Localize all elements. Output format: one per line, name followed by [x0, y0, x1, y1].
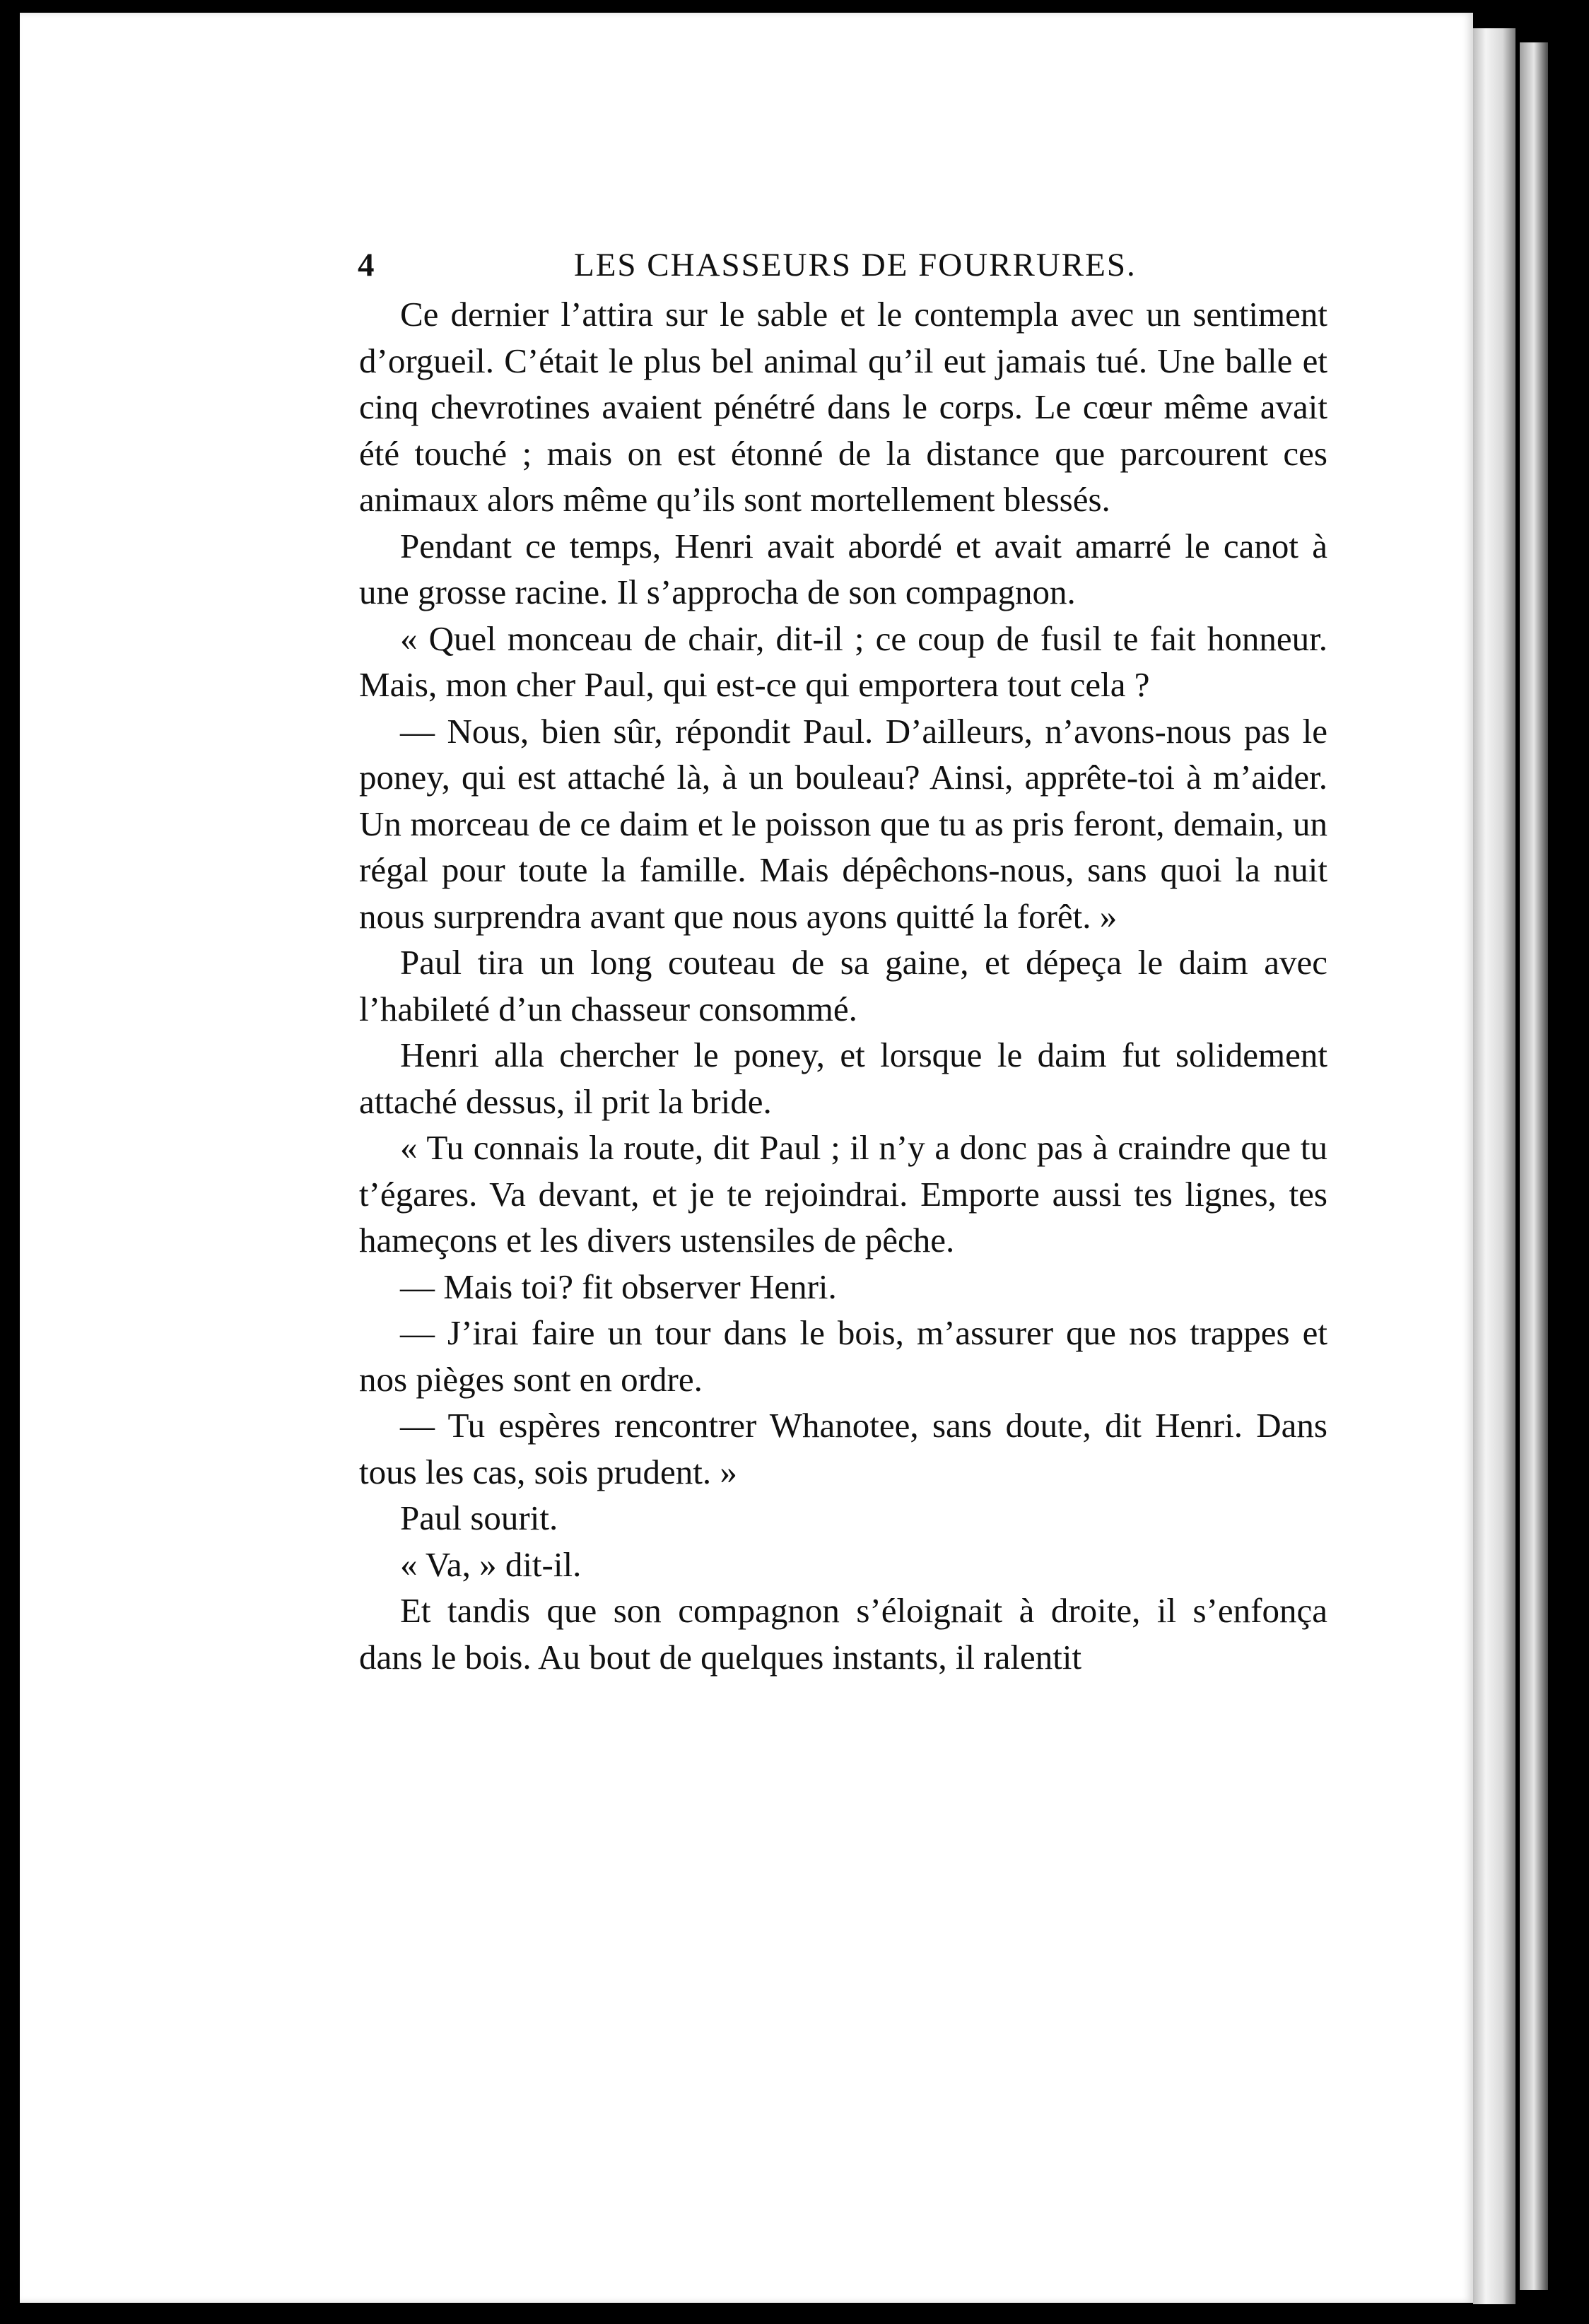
paragraph: Pendant ce temps, Henri avait abordé et avait amarré le canot à une grosse racine. Il s’approcha de son compagnon. — [359, 526, 1327, 611]
paragraph: Et tandis que son compagnon s’éloignait à droite, il s’enfonça dans le bois. Au bout de quelques instants, il ralentit — [359, 1591, 1327, 1677]
paragraph: Paul tira un long couteau de sa gaine, et dépeça le daim avec l’habileté d’un chasseur consommé. — [359, 943, 1327, 1028]
page-edge-shadow-outer — [1520, 42, 1548, 2290]
paragraph: — Tu espères rencontrer Whanotee, sans doute, dit Henri. Dans tous les cas, sois prudent. » — [359, 1406, 1327, 1491]
paragraph: — J’irai faire un tour dans le bois, m’assurer que nos trappes et nos pièges sont en ordre. — [359, 1313, 1327, 1399]
running-head — [358, 246, 1376, 295]
paragraph: « Quel monceau de chair, dit-il ; ce coup de fusil te fait honneur. Mais, mon cher Paul, qui est-ce qui emportera tout cela ? — [359, 618, 1327, 704]
paragraph: « Tu connais la route, dit Paul ; il n’y a donc pas à craindre que tu t’égares. Va devant, et je te rejoindrai. Emporte aussi tes lignes, tes hameçons et les divers ustensiles de pêche. — [359, 1128, 1327, 1260]
running-title: LES CHASSEURS DE FOURRURES. — [574, 247, 1137, 283]
paragraph: Henri alla chercher le poney, et lorsque le daim fut solidement attaché dessus, il prit la bride. — [359, 1035, 1327, 1121]
body-text — [359, 291, 1327, 1680]
page-edge-shadow — [1473, 28, 1515, 2304]
paragraph: Paul sourit. — [400, 1498, 558, 1537]
paragraph: — Nous, bien sûr, répondit Paul. D’ailleurs, n’avons-nous pas le poney, qui est attaché là, à un bouleau? Ainsi, apprête-toi à m’aider. Un morceau de ce daim et le poisson que tu as pris feront, demain, un régal pour toute la famille. Mais dépêchons-nous, sans quoi la nuit nous surprendra avant que nous ayons quitté la forêt. » — [359, 711, 1327, 936]
paragraph: « Va, » dit-il. — [400, 1544, 582, 1584]
paragraph: — Mais toi? fit observer Henri. — [400, 1267, 837, 1306]
paragraph: Ce dernier l’attira sur le sable et le contempla avec un sentiment d’orgueil. C’était le plus bel animal qu’il eut jamais tué. Une balle et cinq chevrotines avaient pénétré dans le corps. Le cœur même avait été touché ; mais on est étonné de la distance que parcourent ces animaux alors même qu’ils sont mortellement blessés. — [359, 295, 1327, 519]
page-number: 4 — [358, 247, 376, 283]
